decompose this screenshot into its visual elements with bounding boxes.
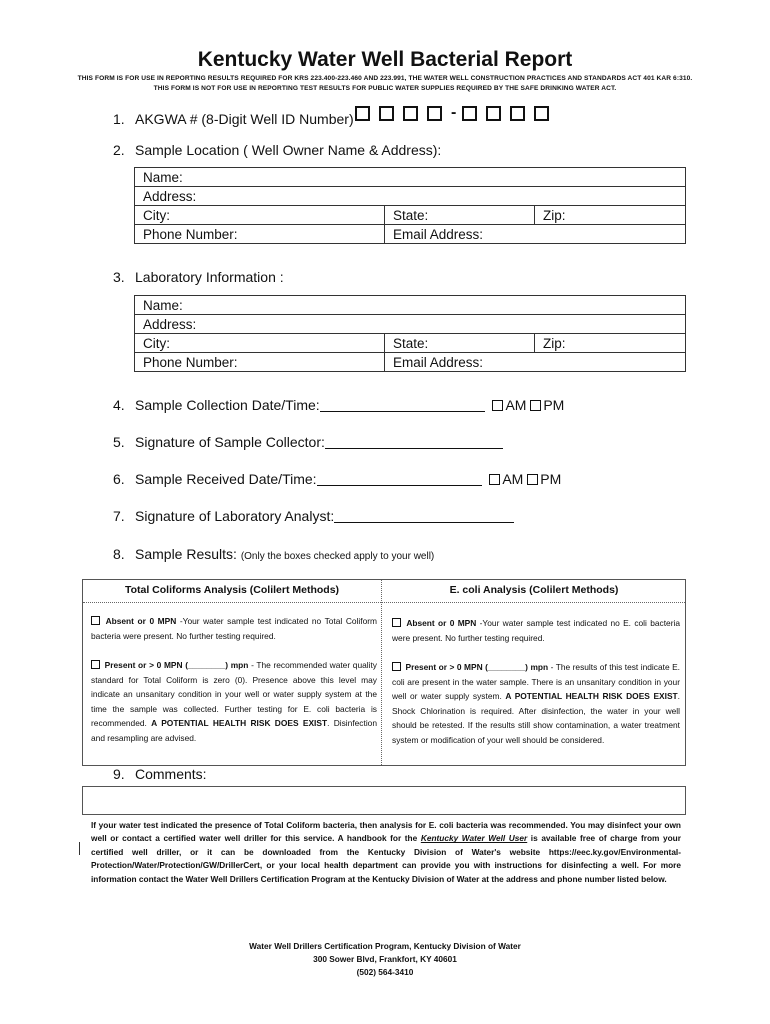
item-label: Sample Collection Date/Time: (135, 397, 320, 413)
item-number: 8. (113, 546, 125, 562)
received-datetime-line[interactable] (317, 471, 482, 486)
analyst-signature-line[interactable] (334, 508, 514, 523)
item-well-id (113, 111, 354, 127)
well-id-boxes (355, 104, 558, 123)
health-risk-warning: A POTENTIAL HEALTH RISK DOES EXIST (505, 691, 678, 701)
lab-name-field[interactable]: Name: (135, 296, 686, 315)
lab-zip-field[interactable]: Zip: (535, 334, 686, 353)
item-number: 5. (113, 434, 125, 450)
owner-phone-field[interactable]: Phone Number: (135, 225, 385, 244)
well-id-digit-box[interactable] (403, 106, 418, 121)
pm-label: PM (543, 397, 565, 413)
option-label: Present or > 0 MPN (________) mpn (405, 662, 549, 672)
item-label: Laboratory Information : (135, 269, 284, 285)
column-divider (381, 580, 382, 765)
option-text-tail: . Disinfection and resampling are advised. (91, 718, 377, 743)
option-text: - The results of this test indicate E. coli are present in the water sample. There is an unsanitary condition in your well or water supply system. (392, 662, 680, 701)
footer-phone: (502) 564-3410 (356, 967, 414, 977)
owner-zip-field[interactable]: Zip: (535, 206, 686, 225)
owner-name-field[interactable]: Name: (135, 168, 686, 187)
disinfection-paragraph (91, 819, 681, 886)
coliform-absent-option (91, 614, 377, 643)
option-label: Absent or 0 MPN (105, 616, 177, 626)
owner-email-field[interactable]: Email Address: (385, 225, 686, 244)
ecoli-absent-option (392, 616, 680, 645)
item-sample-results (113, 546, 434, 562)
well-id-digit-box[interactable] (486, 106, 501, 121)
header-divider (83, 602, 685, 603)
received-pm-checkbox[interactable] (527, 474, 538, 485)
pm-label: PM (540, 471, 562, 487)
option-text-tail: . Shock Chlorination is required. After disinfection, the water in your well should be retested. If the results still show contamination, a water treatment system or modification of your well should be considered. (392, 691, 680, 745)
lab-city-field[interactable]: City: (135, 334, 385, 353)
item-analyst-signature (113, 508, 514, 524)
am-label: AM (505, 397, 527, 413)
owner-state-field[interactable]: State: (385, 206, 535, 225)
item-number: 3. (113, 269, 125, 285)
handbook-link[interactable]: Kentucky Water Well User (420, 833, 528, 844)
well-id-digit-box[interactable] (427, 106, 442, 121)
comments-box[interactable] (82, 786, 686, 815)
item-label: Sample Location ( Well Owner Name & Address): (135, 142, 442, 158)
collection-pm-checkbox[interactable] (530, 400, 541, 411)
ecoli-present-option (392, 660, 680, 747)
footer-program: Water Well Drillers Certification Program, Kentucky Division of Water (249, 941, 521, 951)
ecoli-present-checkbox[interactable] (392, 662, 401, 671)
option-text: -Your water sample test indicated no Total Coliform bacteria were present. No further testing required. (91, 616, 378, 641)
item-received-datetime (113, 471, 561, 487)
item-label: Signature of Sample Collector: (135, 434, 325, 450)
footer-address: 300 Sower Blvd, Frankfort, KY 40601 (313, 954, 457, 964)
well-id-digit-box[interactable] (462, 106, 477, 121)
item-number: 2. (113, 142, 125, 158)
results-table (82, 579, 686, 766)
collector-signature-line[interactable] (325, 434, 503, 449)
item-comments (113, 766, 207, 782)
paragraph-part-1: If your water test indicated the presence of Total Coliform bacteria, then analysis for E. coli bacteria was recommended. You may disinfect your own well or contact a certified water well driller for this service. A handbook for the (91, 820, 681, 844)
owner-info-table (134, 167, 686, 244)
item-number: 9. (113, 766, 125, 782)
ecoli-header: E. coli Analysis (Colilert Methods) (449, 584, 619, 596)
text-cursor (79, 842, 80, 855)
item-label: AKGWA # (8-Digit Well ID Number) (135, 111, 354, 127)
health-risk-warning: A POTENTIAL HEALTH RISK DOES EXIST (151, 718, 328, 728)
owner-city-field[interactable]: City: (135, 206, 385, 225)
item-collector-signature (113, 434, 503, 450)
page-title: Kentucky Water Well Bacterial Report (197, 48, 573, 71)
item-number: 7. (113, 508, 125, 524)
coliform-absent-checkbox[interactable] (91, 616, 100, 625)
lab-info-table (134, 295, 686, 372)
option-label: Absent or 0 MPN (406, 618, 477, 628)
lab-email-field[interactable]: Email Address: (385, 353, 686, 372)
notice-line-2: THIS FORM IS NOT FOR USE IN REPORTING TEST RESULTS FOR PUBLIC WATER SUPPLIES REQUIRED BY THE SAFE DRINKING WATER ACT. (153, 85, 617, 92)
item-sample-location (113, 142, 441, 158)
option-text: - The recommended water quality standard for Total Coliform is zero (0). Presence above this level may indicate an unsanitary condition in your well or water supply system at the time the sample was collected. Further testing for E. coli bacteria is recommended. (91, 660, 377, 728)
paragraph-part-2: is available free of charge from your certified well driller, or it can be downloaded from the Kentucky Division of Water's website https://eec.ky.gov/Environmental-Protection/Water/Protection/GW/DrillerCert, or your local health department can provide you with instructions for disinfecting a well. For more information contact the Water Well Drillers Certification Program at the Kentucky Division of Water at the address and phone number listed below. (91, 833, 681, 884)
item-number: 4. (113, 397, 125, 413)
item-label: Signature of Laboratory Analyst: (135, 508, 335, 524)
option-label: Present or > 0 MPN (________) mpn (104, 660, 249, 670)
item-lab-info (113, 269, 284, 285)
am-label: AM (502, 471, 524, 487)
item-number: 1. (113, 111, 125, 127)
well-id-digit-box[interactable] (534, 106, 549, 121)
well-id-separator: - (451, 104, 457, 121)
ecoli-absent-checkbox[interactable] (392, 618, 401, 627)
collection-datetime-line[interactable] (320, 397, 485, 412)
total-coliform-header: Total Coliforms Analysis (Colilert Methods) (124, 584, 340, 596)
well-id-digit-box[interactable] (355, 106, 370, 121)
coliform-present-checkbox[interactable] (91, 660, 100, 669)
received-am-checkbox[interactable] (489, 474, 500, 485)
item-number: 6. (113, 471, 125, 487)
well-id-digit-box[interactable] (379, 106, 394, 121)
owner-address-field[interactable]: Address: (135, 187, 686, 206)
well-id-digit-box[interactable] (510, 106, 525, 121)
lab-phone-field[interactable]: Phone Number: (135, 353, 385, 372)
notice-line-1: THIS FORM IS FOR USE IN REPORTING RESULTS REQUIRED FOR KRS 223.400-223.460 AND 223.991, THE WATER WELL CONSTRUCTION PRACTICES AND STANDARDS ACT 401 KAR 6:310. (77, 75, 693, 82)
option-text: -Your water sample test indicated no E. coli bacteria were present. No further testing required. (392, 618, 681, 643)
coliform-present-option (91, 658, 377, 745)
lab-address-field[interactable]: Address: (135, 315, 686, 334)
lab-state-field[interactable]: State: (385, 334, 535, 353)
collection-am-checkbox[interactable] (492, 400, 503, 411)
item-collection-datetime (113, 397, 564, 413)
item-label: Sample Received Date/Time: (135, 471, 317, 487)
item-note: (Only the boxes checked apply to your well) (240, 551, 435, 562)
item-label: Sample Results: (135, 546, 237, 562)
item-label: Comments: (135, 766, 207, 782)
